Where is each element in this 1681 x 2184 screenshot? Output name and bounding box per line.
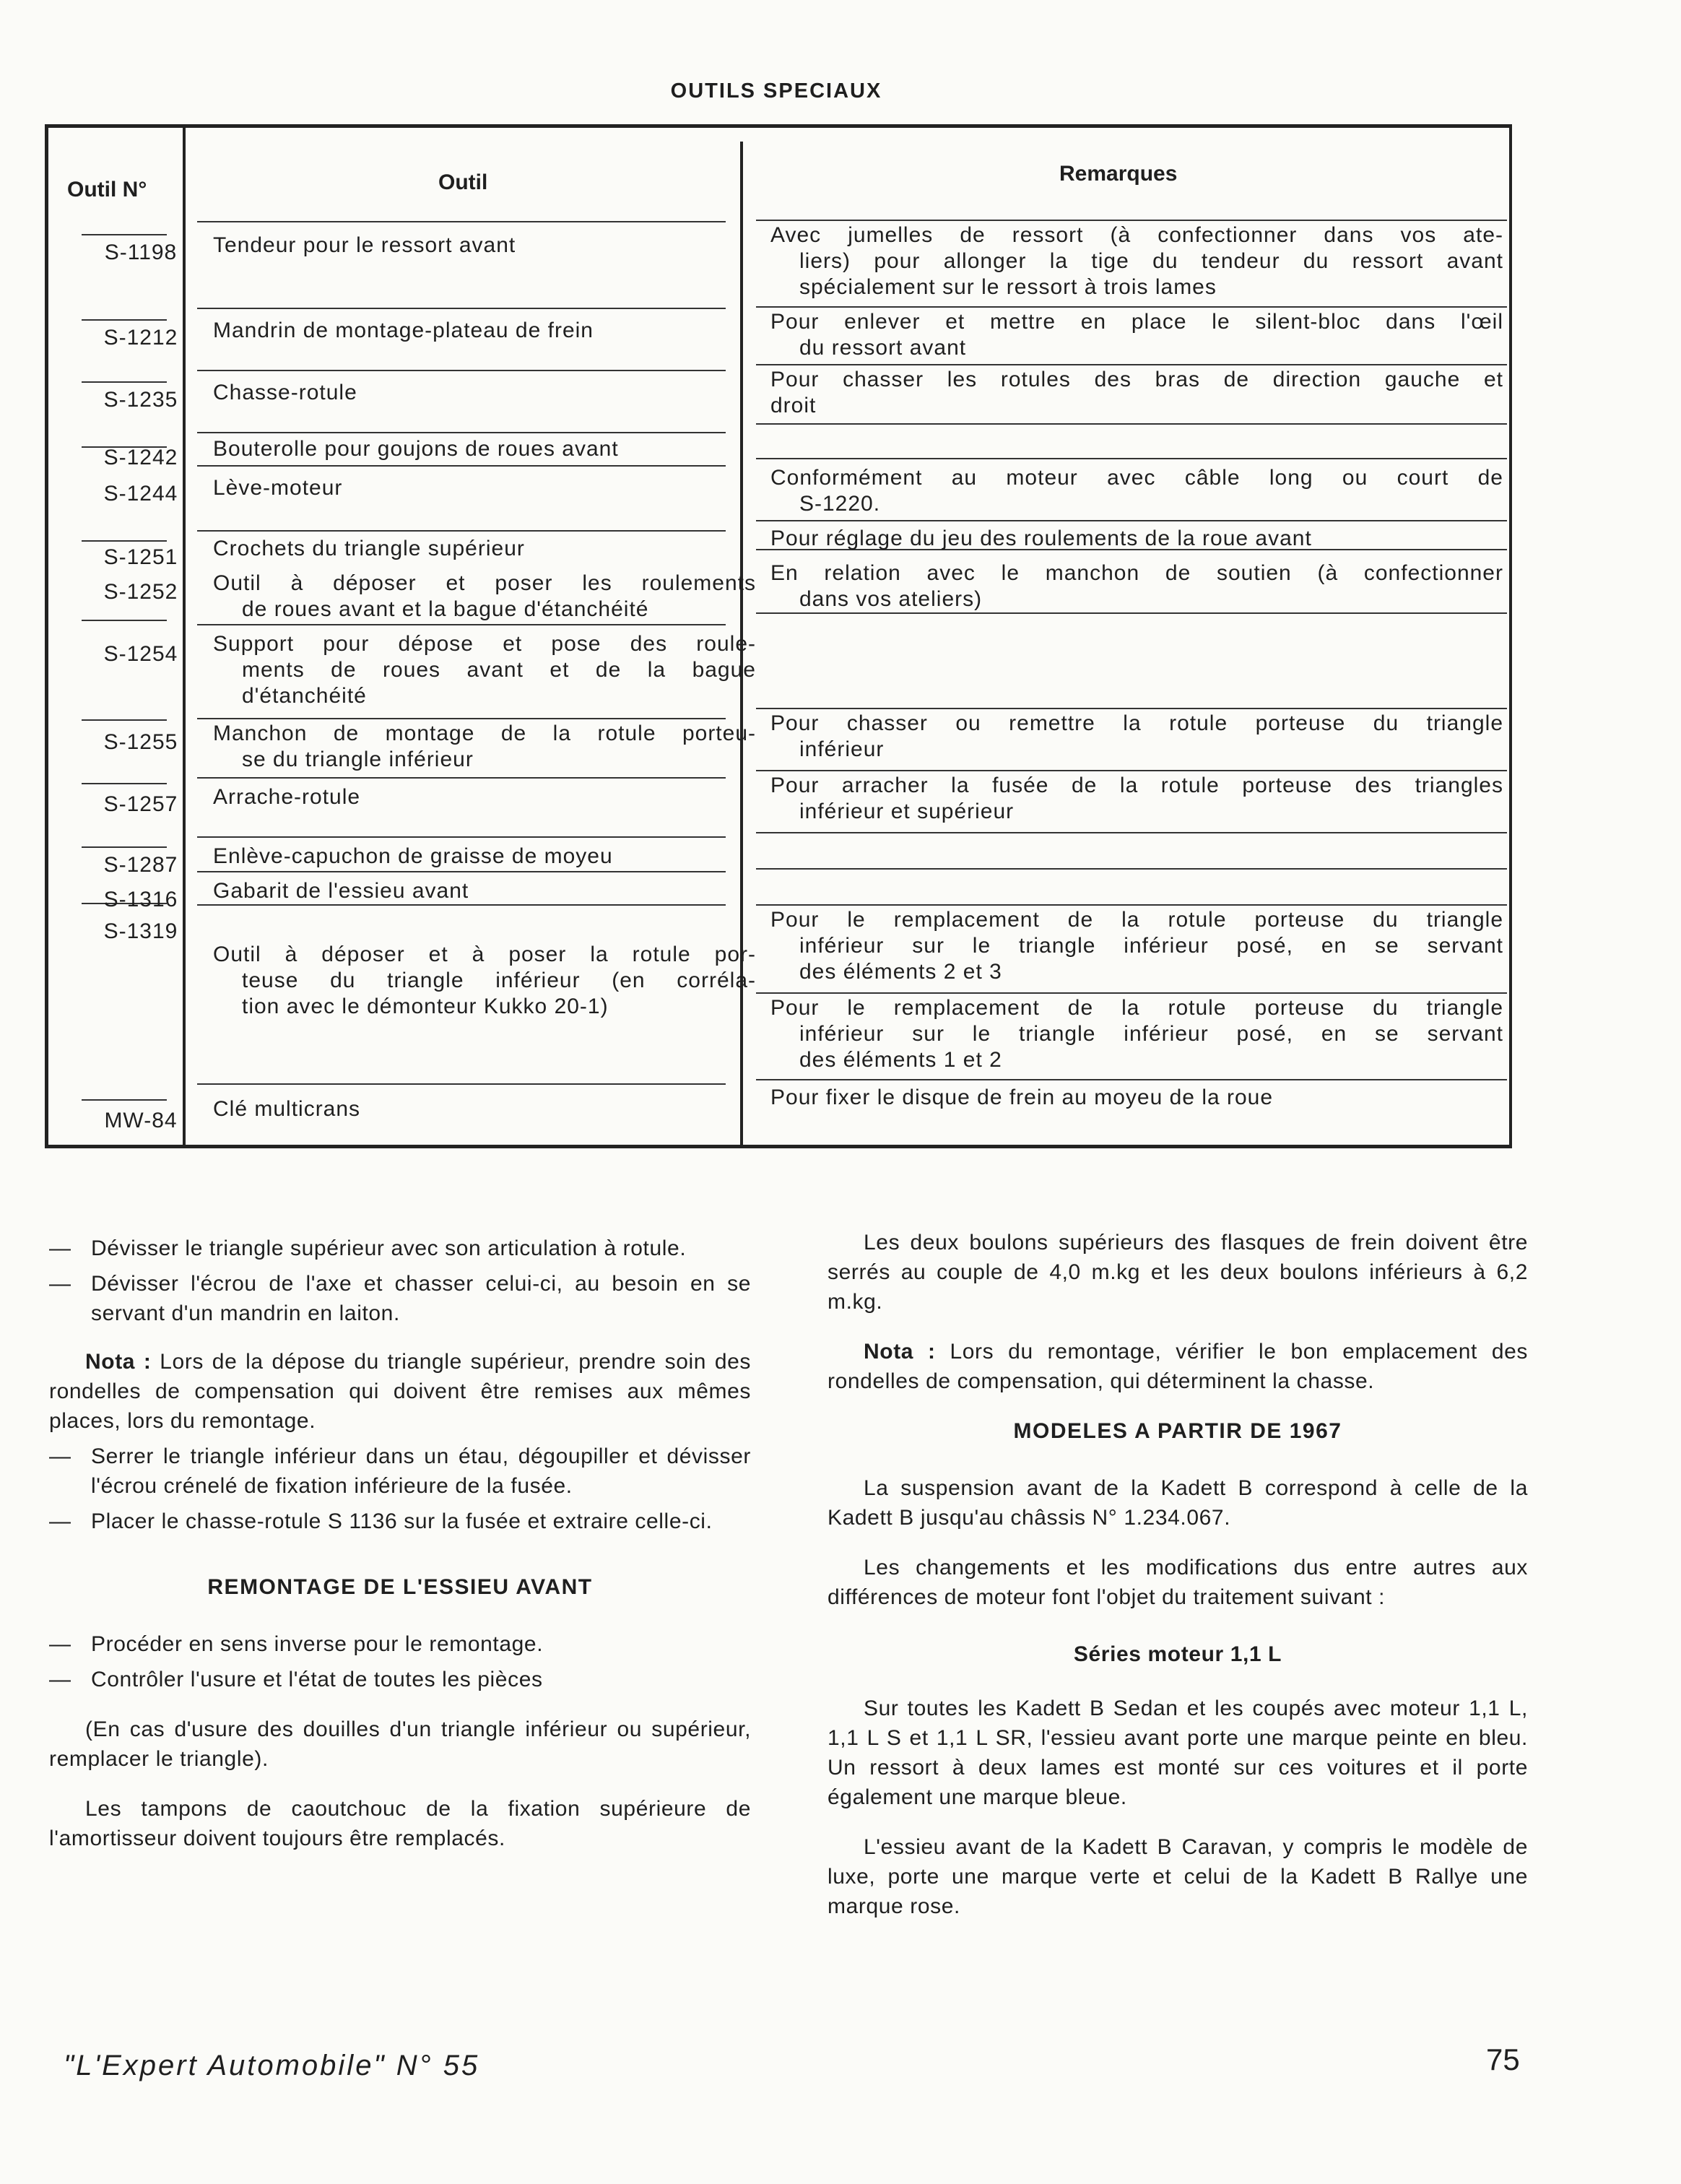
tool-number: S-1254 [103, 642, 178, 666]
tool-number: MW-84 [104, 1109, 178, 1132]
row-divider [756, 364, 1507, 365]
left-text-column [49, 1234, 751, 1873]
header-tool: Outil [438, 170, 488, 194]
tool-remark [770, 773, 1503, 825]
tool-line: Outil à déposer et à poser la rotule por- [213, 942, 756, 966]
tool-description [213, 721, 756, 773]
tool-line: Tendeur pour le ressort avant [213, 233, 516, 257]
tool-description [213, 536, 756, 562]
special-tools-table [45, 124, 1512, 1148]
dash-marker: — [49, 1632, 71, 1656]
tool-remark [770, 711, 1503, 763]
tool-line: de roues avant et la bague d'étanchéité [242, 597, 649, 621]
tool-line: Gabarit de l'essieu avant [213, 879, 469, 903]
remark-line: En relation avec le manchon de soutien (à confectionner [770, 561, 1503, 585]
row-divider [197, 871, 726, 872]
tool-number: S-1198 [104, 240, 178, 264]
dash-marker: — [49, 1444, 71, 1468]
list-item: — Dévisser l'écrou de l'axe et chasser celui-ci, au besoin en se servant d'un mandrin en laiton. [49, 1269, 751, 1328]
nota-label: Nota : [864, 1340, 936, 1364]
row-divider [756, 306, 1507, 308]
row-divider [756, 992, 1507, 994]
section-heading: MODELES A PARTIR DE 1967 [1013, 1419, 1342, 1443]
tool-number: S-1319 [103, 919, 178, 943]
list-item: — Dévisser le triangle supérieur avec son articulation à rotule. [49, 1234, 751, 1263]
remark-line: Pour arracher la fusée de la rotule porteuse des triangles [770, 774, 1503, 797]
row-divider [197, 530, 726, 532]
dash-marker: — [49, 1236, 71, 1260]
section-heading: REMONTAGE DE L'ESSIEU AVANT [207, 1575, 593, 1599]
tool-line: Clé multicrans [213, 1097, 361, 1121]
row-divider [82, 234, 167, 235]
tool-remark [770, 560, 1503, 612]
remark-line: dans vos ateliers) [799, 587, 983, 611]
tool-line: Arrache-rotule [213, 785, 361, 809]
remark-line: droit [770, 394, 817, 417]
tool-description [213, 318, 756, 344]
row-divider [756, 770, 1507, 771]
subsection-heading: Séries moteur 1,1 L [1073, 1642, 1282, 1666]
row-divider [197, 718, 726, 719]
row-divider [197, 836, 726, 838]
row-divider [756, 458, 1507, 459]
tool-number: S-1287 [103, 853, 178, 877]
tool-description [213, 475, 756, 501]
row-divider [197, 432, 726, 433]
row-divider [197, 221, 726, 222]
row-divider [756, 423, 1507, 425]
nota-label: Nota : [85, 1350, 152, 1374]
tool-remark [770, 309, 1503, 361]
tool-line: se du triangle inférieur [242, 748, 474, 771]
remark-line: des éléments 2 et 3 [799, 960, 1002, 984]
tool-line: Outil à déposer et poser les roulements [213, 571, 756, 595]
remark-line: des éléments 1 et 2 [799, 1048, 1002, 1072]
remark-line: inférieur [799, 737, 885, 761]
remark-line: inférieur et supérieur [799, 800, 1015, 823]
dash-marker: — [49, 1272, 71, 1296]
tool-line: tion avec le démonteur Kukko 20-1) [242, 994, 609, 1018]
remark-line: liers) pour allonger la tige du tendeur du ressort avant [799, 249, 1503, 273]
remark-line: Pour réglage du jeu des roulements de la roue avant [770, 526, 1312, 550]
tool-number: S-1257 [103, 792, 178, 816]
row-divider [197, 904, 726, 906]
paragraph: La suspension avant de la Kadett B correspond à celle de la Kadett B jusqu'au châssis N° 1.234.067. [828, 1476, 1528, 1530]
page-title: OUTILS SPECIAUX [670, 79, 882, 103]
tool-description [213, 436, 756, 462]
publication-footer: "L'Expert Automobile" N° 55 [64, 2050, 480, 2081]
tool-description [213, 784, 756, 810]
tool-number: S-1212 [103, 326, 178, 350]
row-divider [197, 308, 726, 309]
remark-line: Pour chasser ou remettre la rotule porteuse du triangle [770, 711, 1503, 735]
remark-line: S-1220. [799, 492, 881, 516]
row-divider [197, 370, 726, 371]
tool-description [213, 1096, 756, 1122]
tool-description [213, 942, 756, 1020]
tool-number: S-1316 [103, 888, 178, 911]
remark-line: du ressort avant [799, 336, 967, 360]
tool-remark [770, 465, 1503, 517]
tool-number: S-1235 [103, 388, 178, 412]
row-divider [756, 868, 1507, 870]
table-top-border [48, 124, 1509, 128]
tool-number: S-1242 [103, 446, 178, 469]
tool-number: S-1252 [103, 580, 178, 604]
tool-line: Enlève-capuchon de graisse de moyeu [213, 844, 613, 868]
page-number: 75 [1486, 2042, 1520, 2076]
row-divider [197, 624, 726, 625]
paragraph: Sur toutes les Kadett B Sedan et les coupés avec moteur 1,1 L, 1,1 L S et 1,1 L SR, l'essieu avant porte une marque peinte en bleu. Un ressort à deux lames est monté sur ces voitures et il porte également une marque bleue. [828, 1696, 1528, 1809]
remark-line: Pour enlever et mettre en place le silent-bloc dans l'œil [770, 310, 1503, 334]
tool-remark [770, 995, 1503, 1073]
tool-remark [770, 907, 1503, 985]
remark-line: spécialement sur le ressort à trois lames [799, 275, 1217, 299]
dash-marker: — [49, 1668, 71, 1691]
row-divider [756, 520, 1507, 521]
remark-line: Pour le remplacement de la rotule porteuse du triangle [770, 908, 1503, 932]
tool-line: Bouterolle pour goujons de roues avant [213, 437, 619, 461]
remark-line: Pour fixer le disque de frein au moyeu de la roue [770, 1086, 1274, 1109]
tool-description [213, 878, 756, 904]
remark-line: Avec jumelles de ressort (à confectionner dans vos ate- [770, 223, 1503, 247]
row-divider [82, 319, 167, 321]
remark-line: inférieur sur le triangle inférieur posé, en se servant [799, 934, 1503, 958]
row-divider [756, 832, 1507, 833]
tool-number: S-1251 [103, 545, 178, 569]
right-text-column [828, 1228, 1528, 1941]
paragraph: L'essieu avant de la Kadett B Caravan, y compris le modèle de luxe, porte une marque verte et celui de la Kadett B Rallye une marque rose. [828, 1835, 1528, 1918]
tool-line: Crochets du triangle supérieur [213, 537, 525, 560]
tool-remark [770, 1085, 1503, 1111]
row-divider [197, 777, 726, 779]
column-divider [183, 124, 186, 1145]
tool-line: Chasse-rotule [213, 381, 357, 404]
list-item: — Contrôler l'usure et l'état de toutes les pièces [49, 1665, 751, 1694]
tool-description [213, 233, 756, 259]
nota-paragraph: Nota : Lors du remontage, vérifier le bon emplacement des rondelles de compensation, qui déterminent la chasse. [828, 1340, 1529, 1393]
dash-marker: — [49, 1509, 71, 1533]
tool-line: teuse du triangle inférieur (en corréla- [242, 968, 756, 992]
row-divider [82, 719, 167, 721]
tool-line: Support pour dépose et pose des roule- [213, 632, 756, 656]
tool-remark [770, 367, 1503, 419]
row-divider [82, 381, 167, 383]
tool-line: Mandrin de montage-plateau de frein [213, 318, 594, 342]
paragraph: Les changements et les modifications dus entre autres aux différences de moteur font l'objet du traitement suivant : [828, 1556, 1528, 1609]
row-divider [82, 540, 167, 542]
tool-description [213, 631, 756, 709]
row-divider [756, 220, 1507, 221]
remark-line: Pour le remplacement de la rotule porteuse du triangle [770, 996, 1503, 1020]
tool-number: S-1244 [103, 482, 178, 506]
list-item: — Serrer le triangle inférieur dans un étau, dégoupiller et dévisser l'écrou crénelé de fixation inférieure de la fusée. [49, 1442, 751, 1501]
remark-line: Conformément au moteur avec câble long ou court de [770, 466, 1503, 490]
tool-line: Manchon de montage de la rotule porteu- [213, 722, 756, 745]
tool-description [213, 844, 756, 870]
tool-line: ments de roues avant et de la bague [242, 658, 756, 682]
tool-remark [770, 526, 1503, 552]
tool-number: S-1255 [103, 730, 178, 754]
row-divider [756, 612, 1507, 614]
tool-remark [770, 222, 1503, 300]
row-divider [756, 904, 1507, 906]
row-divider [82, 1099, 167, 1101]
nota-paragraph: Nota : Lors de la dépose du triangle supérieur, prendre soin des rondelles de compensation qui doivent être remises aux mêmes places, lors du remontage. [49, 1350, 752, 1433]
row-divider [756, 1079, 1507, 1080]
tool-description [213, 571, 756, 623]
row-divider [82, 783, 167, 784]
remark-line: Pour chasser les rotules des bras de direction gauche et [770, 368, 1503, 391]
tool-line: Lève-moteur [213, 476, 343, 500]
row-divider [197, 465, 726, 467]
list-item: — Procéder en sens inverse pour le remontage. [49, 1629, 751, 1659]
row-divider [756, 708, 1507, 709]
row-divider [82, 846, 167, 848]
tool-line: d'étanchéité [242, 684, 367, 708]
row-divider [82, 620, 167, 621]
paragraph: Les tampons de caoutchouc de la fixation supérieure de l'amortisseur doivent toujours être remplacés. [49, 1797, 751, 1850]
row-divider [197, 1083, 726, 1085]
remark-line: inférieur sur le triangle inférieur posé, en se servant [799, 1022, 1503, 1046]
list-item: — Placer le chasse-rotule S 1136 sur la fusée et extraire celle-ci. [49, 1507, 751, 1536]
paragraph: (En cas d'usure des douilles d'un triangle inférieur ou supérieur, remplacer le triangle). [49, 1717, 751, 1771]
header-remarks: Remarques [1059, 162, 1178, 186]
header-tool-number: Outil N° [67, 178, 147, 202]
paragraph: Les deux boulons supérieurs des flasques de frein doivent être serrés au couple de 4,0 m.kg et les deux boulons inférieurs à 6,2 m.kg. [828, 1231, 1528, 1314]
tool-description [213, 380, 756, 406]
